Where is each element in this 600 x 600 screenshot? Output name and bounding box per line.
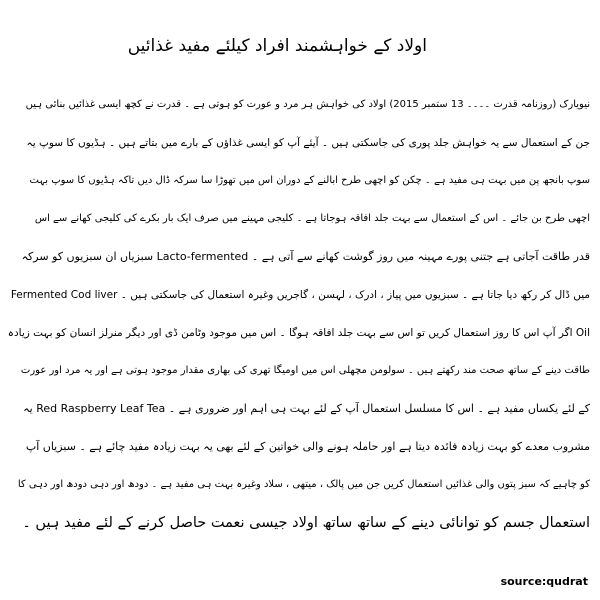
article-line-7: Oil اگر آپ اس کا روز استعمال کریں تو اس سے بہت جلد افاقہ ہوگا ۔ اس میں موجود وٹامن ڈی اور دیگر منرلز انسان کو بہت زیادہ bbox=[7, 327, 590, 339]
article-body bbox=[8, 86, 590, 542]
article-line-8: طاقت دینے کے ساتھ صحت مند رکھتے ہیں ۔ سولومن مچھلی اس میں اومیگا تھری کی بھاری مقدار موجود ہوتی ہے اور یہ مرد اور عورت bbox=[20, 365, 590, 376]
article-line-3: سوپ بانجھ پن میں بہت ہی مفید ہے ۔ چکن کو اچھی طرح ابالنے کے دوران اس میں تھوڑا سا سرکہ ڈال دیں تاکہ ہڈیوں کا سوپ بہت bbox=[29, 175, 590, 186]
article-line-6: میں ڈال کر رکھ دیا جاتا ہے ۔ سبزیوں میں پیاز ، ادرک ، لہسن ، گاجریں وغیرہ استعمال کی جاسکتی ہیں ۔ Fermented Cod liver bbox=[10, 289, 590, 301]
article-line-2: جن کے استعمال سے یہ خواہش جلد پوری کی جاسکتی ہیں ۔ آیئے آپ کو ایسی غذاؤں کے بارے میں بتاتے ہیں ۔ ہڈیوں کا سوپ یہ bbox=[26, 137, 590, 149]
article-line-10: مشروب معدے کو بہت زیادہ فائدہ دیتا ہے اور حاملہ ہونے والی خواتین کے لئے بھی یہ بہت زیادہ مفید چائے ہے ۔ سبزیاں آپ bbox=[25, 440, 590, 453]
source-credit: source:qudrat bbox=[500, 575, 588, 588]
article-title: اولاد کے خواہشمند افراد کیلئے مفید غذائیں bbox=[127, 36, 427, 56]
article-line-9: کے لئے یکساں مفید ہے ۔ اس کا مسلسل استعمال آپ کے لئے بہت ہی اہم اور ضروری ہے ۔ Red Raspberry Leaf Tea یہ bbox=[23, 402, 590, 415]
article-line-11: کو چاہیے کہ سبز پتوں والی غذائیں استعمال کریں جن میں پالک ، میتھی ، سلاد وغیرہ بہت ہی مفید ہے ۔ دودھ اور دہی دودھ اور دہی کا bbox=[17, 479, 590, 490]
article-line-12: استعمال جسم کو توانائی دینے کے ساتھ ساتھ اولاد جیسی نعمت حاصل کرنے کے لئے مفید ہیں ۔ bbox=[22, 515, 590, 531]
article-line-4: اچھی طرح بن جائے ۔ اس کے استعمال سے بہت جلد افاقہ ہوجاتا ہے ۔ کلیجی مہینے میں صرف ایک بار بکرے کی کلیجی کھانے سے اس bbox=[34, 213, 590, 224]
article-line-5: قدر طاقت آجاتی ہے جتنی پورے مہینہ میں روز گوشت کھانے سے آتی ہے ۔ Lacto-fermented سبزیاں ان سبزیوں کو سرکہ bbox=[21, 250, 590, 263]
article-line-1: نیویارک (روزنامہ قدرت ۔۔۔۔ 13 ستمبر 2015) اولاد کی خواہش ہر مرد و عورت کو ہوتی ہے ۔ قدرت نے کچھ ایسی غذائیں بنائی ہیں bbox=[25, 99, 590, 110]
